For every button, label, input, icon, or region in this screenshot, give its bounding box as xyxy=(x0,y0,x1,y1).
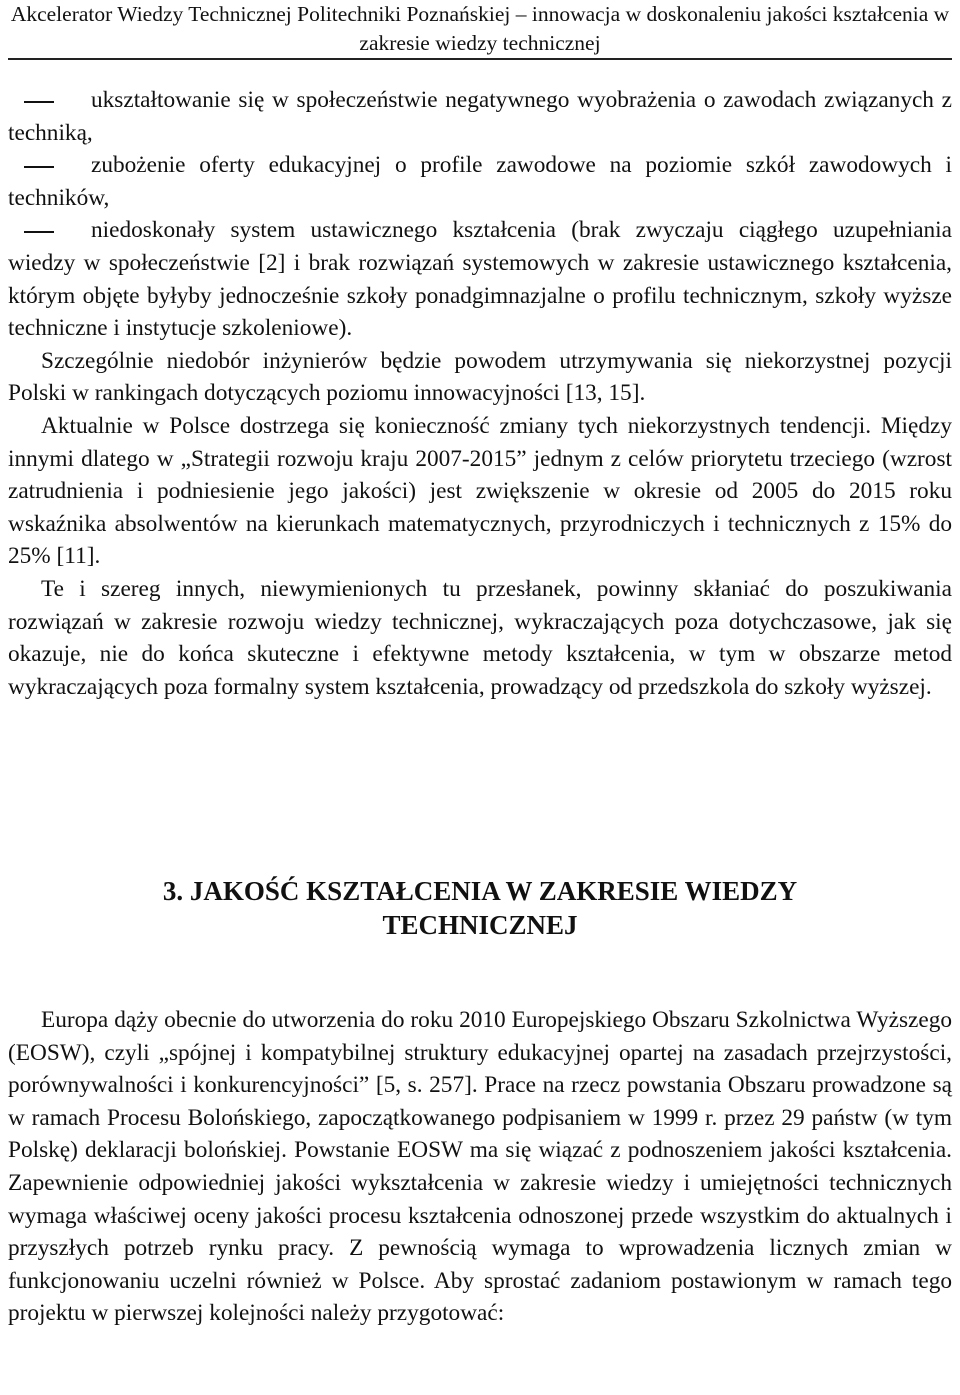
running-header-text: Akcelerator Wiedzy Technicznej Politechniki Poznańskiej – innowacja w doskonaleniu jakości kształcenia w zakresie wiedzy technicznej xyxy=(10,2,950,55)
section-heading-line-2: TECHNICZNEJ xyxy=(382,910,578,940)
paragraph: Szczególnie niedobór inżynierów będzie powodem utrzymywania się niekorzystnej pozycji Polski w rankingach dotyczących poziomu innowacyjności [13, 15]. xyxy=(8,347,952,407)
list-item: zubożenie oferty edukacyjnej o profile zawodowe na poziomie szkół zawodowych i techników, xyxy=(8,152,952,211)
paragraph: Te i szereg innych, niewymienionych tu przesłanek, powinny skłaniać do poszukiwania rozwiązań w zakresie rozwoju wiedzy technicznej, wykraczających poza dotychczasowe, jak się okazuje, nie do końca skuteczne i efektywne metody kształcenia, w tym w obszarze metod wykraczających poza formalny system kształcenia, prowadzący od przedszkola do szkoły wyższej. xyxy=(8,575,952,700)
paragraph: Europa dąży obecnie do utworzenia do roku 2010 Europejskiego Obszaru Szkolnictwa Wyższego (EOSW), czyli „spójnej i kompatybilnej struktury edukacyjnej opartej na zasadach przejrzystości, porównywalności i konkurencyjności” [5, s. 257]. Prace na rzecz powstania Obszaru prowadzone są w ramach Procesu Bolońskiego, zapoczątkowanego podpisaniem w 1999 r. przez 29 państw (w tym Polskę) deklaracji bolońskiej. Powstanie EOSW ma się wiązać z podnoszeniem jakości kształcenia. Zapewnienie odpowiedniej jakości wykształcenia w zakresie wiedzy i umiejętności technicznych wymaga właściwej oceny jakości procesu kształcenia odnoszonej przede wszystkim do aktualnych i przyszłych potrzeb rynku pracy. Z pewnością wymaga to wprowadzenia licznych zmian w funkcjonowaniu uczelni również w Polsce. Aby sprostać zadaniom postawionym w ramach tego projektu w pierwszej kolejności należy przygotować: xyxy=(8,1007,952,1327)
list-item: ukształtowanie się w społeczeństwie negatywnego wyobrażenia o zawodach związanych z techniką, xyxy=(8,87,952,146)
body-text-bottom xyxy=(8,1004,952,1330)
list-item: niedoskonały system ustawicznego kształcenia (brak zwyczaju ciągłego uzupełniania wiedzy w społeczeństwie [2] i brak rozwiązań systemowych w zakresie ustawicznego kształcenia, którym objęte byłyby jednocześnie szkoły ponadgimnazjalne o profilu technicznym, szkoły wyższe techniczne i instytucje szkoleniowe). xyxy=(8,217,952,342)
dash-bullet-icon xyxy=(24,231,54,233)
paragraph: Aktualnie w Polsce dostrzega się konieczność zmiany tych niekorzystnych tendencji. Między innymi dlatego w „Strategii rozwoju kraju 2007-2015” jednym z celów priorytetu trzeciego (wzrost zatrudnienia i podniesienie jego jakości) jest zwiększenie w okresie od 2005 do 2015 roku wskaźnika absolwentów na kierunkach matematycznych, przyrodniczych i technicznych z 15% do 25% [11]. xyxy=(8,412,952,570)
body-text-top xyxy=(8,84,952,703)
section-heading xyxy=(0,874,960,942)
dash-bullet-icon xyxy=(24,101,54,103)
dash-bullet-icon xyxy=(24,166,54,168)
running-header xyxy=(8,0,952,60)
section-heading-line-1: 3. JAKOŚĆ KSZTAŁCENIA W ZAKRESIE WIEDZY xyxy=(162,876,798,906)
